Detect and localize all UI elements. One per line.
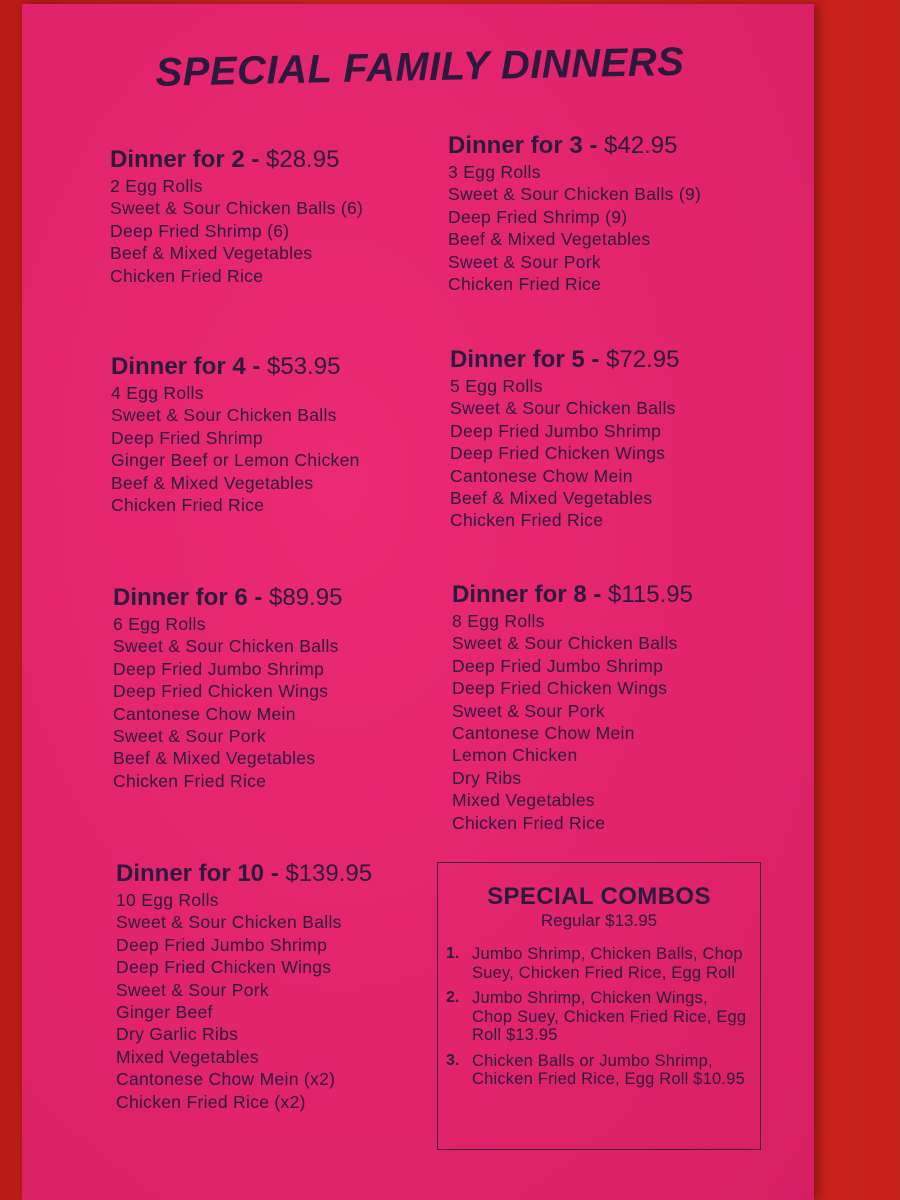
dinner-item: Sweet & Sour Pork: [452, 700, 605, 721]
dinner-item: Chicken Fried Rice: [450, 510, 604, 531]
dinner-item: 4 Egg Rolls: [111, 383, 204, 403]
dinner-item: Deep Fried Jumbo Shrimp: [450, 420, 662, 441]
dinner-item: Sweet & Sour Chicken Balls: [111, 405, 337, 426]
dinner-item: Cantonese Chow Mein: [113, 703, 296, 724]
dinner-heading: [113, 584, 342, 612]
dinner-item: Sweet & Sour Chicken Balls: [450, 398, 676, 419]
dinner-item-list: [110, 175, 363, 287]
combo-item: [438, 989, 760, 1045]
combo-list: [438, 945, 760, 1089]
dinner-item: Deep Fried Chicken Wings: [116, 957, 332, 978]
dinner-item: Sweet & Sour Pork: [113, 726, 266, 747]
dinner-item: Cantonese Chow Mein: [452, 723, 635, 744]
dinner-heading: [110, 146, 363, 174]
dinner-item-list: [450, 375, 679, 532]
dinner-item: Sweet & Sour Chicken Balls (9): [448, 184, 702, 205]
dinner-name: Dinner for 6 -: [113, 584, 270, 611]
dinner-price: $115.95: [608, 581, 693, 608]
dinner-item: Dry Garlic Ribs: [116, 1024, 239, 1045]
dinner-item: 2 Egg Rolls: [110, 176, 203, 196]
dinner-item: Deep Fried Jumbo Shrimp: [452, 655, 664, 676]
dinner-name: Dinner for 2 -: [110, 146, 267, 173]
dinner-item: Mixed Vegetables: [116, 1046, 259, 1067]
dinner-item: Lemon Chicken: [452, 745, 578, 766]
combo-number: 2.: [446, 989, 460, 1006]
dinner-item: Deep Fried Jumbo Shrimp: [116, 934, 328, 955]
dinner-item-list: [116, 889, 372, 1113]
dinner-name: Dinner for 5 -: [450, 346, 607, 373]
dinner-item: Deep Fried Shrimp (9): [448, 206, 628, 227]
dinner-item: 10 Egg Rolls: [116, 890, 219, 910]
dinner-item: Sweet & Sour Pork: [448, 251, 601, 272]
dinner-price: $42.95: [604, 132, 678, 159]
dinner-item: Deep Fried Chicken Wings: [113, 681, 329, 702]
combo-number: 3.: [446, 1051, 460, 1069]
dinner-price: $28.95: [266, 146, 340, 173]
dinner-item: Sweet & Sour Chicken Balls: [116, 912, 342, 933]
dinner-price: $139.95: [285, 860, 373, 887]
dinner-item: Chicken Fried Rice: [448, 274, 602, 295]
dinner-item-list: [113, 613, 342, 792]
dinner-item: Deep Fried Shrimp (6): [110, 220, 290, 241]
combo-description: Chicken Balls or Jumbo Shrimp, Chicken Fried Rice, Egg Roll $10.95: [472, 1051, 745, 1088]
dinner-item: 3 Egg Rolls: [448, 162, 541, 182]
dinner-block-6: [113, 584, 342, 792]
dinner-block-4: [111, 353, 360, 516]
dinner-item: Beef & Mixed Vegetables: [110, 243, 313, 264]
dinner-item: Chicken Fried Rice: [452, 812, 606, 833]
dinner-item: Chicken Fried Rice: [113, 770, 267, 791]
dinner-block-3: [448, 132, 701, 295]
dinner-heading: [452, 581, 693, 609]
special-combos-box: [437, 862, 761, 1150]
dinner-name: Dinner for 4 -: [111, 353, 268, 380]
dinner-heading: [448, 132, 701, 160]
dinner-item: Sweet & Sour Chicken Balls: [452, 633, 678, 654]
dinner-item: Ginger Beef: [116, 1002, 213, 1023]
dinner-heading: [116, 860, 372, 888]
dinner-item: Chicken Fried Rice (x2): [116, 1091, 306, 1112]
dinner-item: Beef & Mixed Vegetables: [113, 748, 316, 769]
dinner-price: $89.95: [269, 584, 343, 611]
dinner-item: Mixed Vegetables: [452, 790, 595, 811]
combos-regular-price: Regular $13.95: [540, 911, 658, 930]
dinner-price: $72.95: [606, 346, 680, 373]
dinner-item-list: [448, 161, 701, 295]
combo-number: 1.: [446, 945, 460, 962]
combo-item: [438, 1052, 760, 1089]
dinner-item: Beef & Mixed Vegetables: [450, 488, 653, 509]
dinner-item: 5 Egg Rolls: [450, 376, 543, 396]
dinner-name: Dinner for 3 -: [448, 132, 605, 159]
combos-title: SPECIAL COMBOS: [487, 883, 711, 910]
dinner-block-5: [450, 346, 679, 532]
combo-item: [438, 945, 760, 982]
dinner-item: Sweet & Sour Chicken Balls: [113, 636, 339, 657]
dinner-block-8: [452, 581, 693, 834]
dinner-price: $53.95: [267, 353, 341, 380]
dinner-item: 8 Egg Rolls: [452, 611, 545, 631]
combo-description: Jumbo Shrimp, Chicken Balls, Chop Suey, Chicken Fried Rice, Egg Roll: [472, 945, 743, 982]
dinner-item: Cantonese Chow Mein: [450, 465, 633, 486]
dinner-block-10: [116, 860, 372, 1113]
dinner-name: Dinner for 8 -: [452, 581, 609, 608]
dinner-item: Dry Ribs: [452, 767, 522, 788]
dinner-heading: [450, 346, 679, 374]
dinner-item-list: [452, 610, 693, 834]
dinner-heading: [111, 353, 360, 381]
dinner-item: Chicken Fried Rice: [110, 265, 264, 286]
dinner-item: Chicken Fried Rice: [111, 495, 265, 516]
dinner-item: Deep Fried Chicken Wings: [450, 443, 666, 464]
dinner-item: Sweet & Sour Pork: [116, 979, 269, 1000]
dinner-item: 6 Egg Rolls: [113, 614, 206, 634]
dinner-item: Beef & Mixed Vegetables: [111, 472, 314, 493]
menu-title: SPECIAL FAMILY DINNERS: [155, 39, 685, 95]
dinner-item: Sweet & Sour Chicken Balls (6): [110, 198, 364, 219]
dinner-name: Dinner for 10 -: [116, 860, 286, 887]
dinner-item: Cantonese Chow Mein (x2): [116, 1069, 336, 1090]
dinner-item: Deep Fried Chicken Wings: [452, 678, 668, 699]
dinner-block-2: [110, 146, 363, 287]
dinner-item: Deep Fried Jumbo Shrimp: [113, 658, 325, 679]
dinner-item: Deep Fried Shrimp: [111, 427, 263, 448]
dinner-item: Ginger Beef or Lemon Chicken: [111, 450, 360, 471]
dinner-item-list: [111, 382, 360, 516]
combo-description: Jumbo Shrimp, Chicken Wings, Chop Suey, Chicken Fried Rice, Egg Roll $13.95: [472, 989, 747, 1044]
dinner-item: Beef & Mixed Vegetables: [448, 229, 651, 250]
